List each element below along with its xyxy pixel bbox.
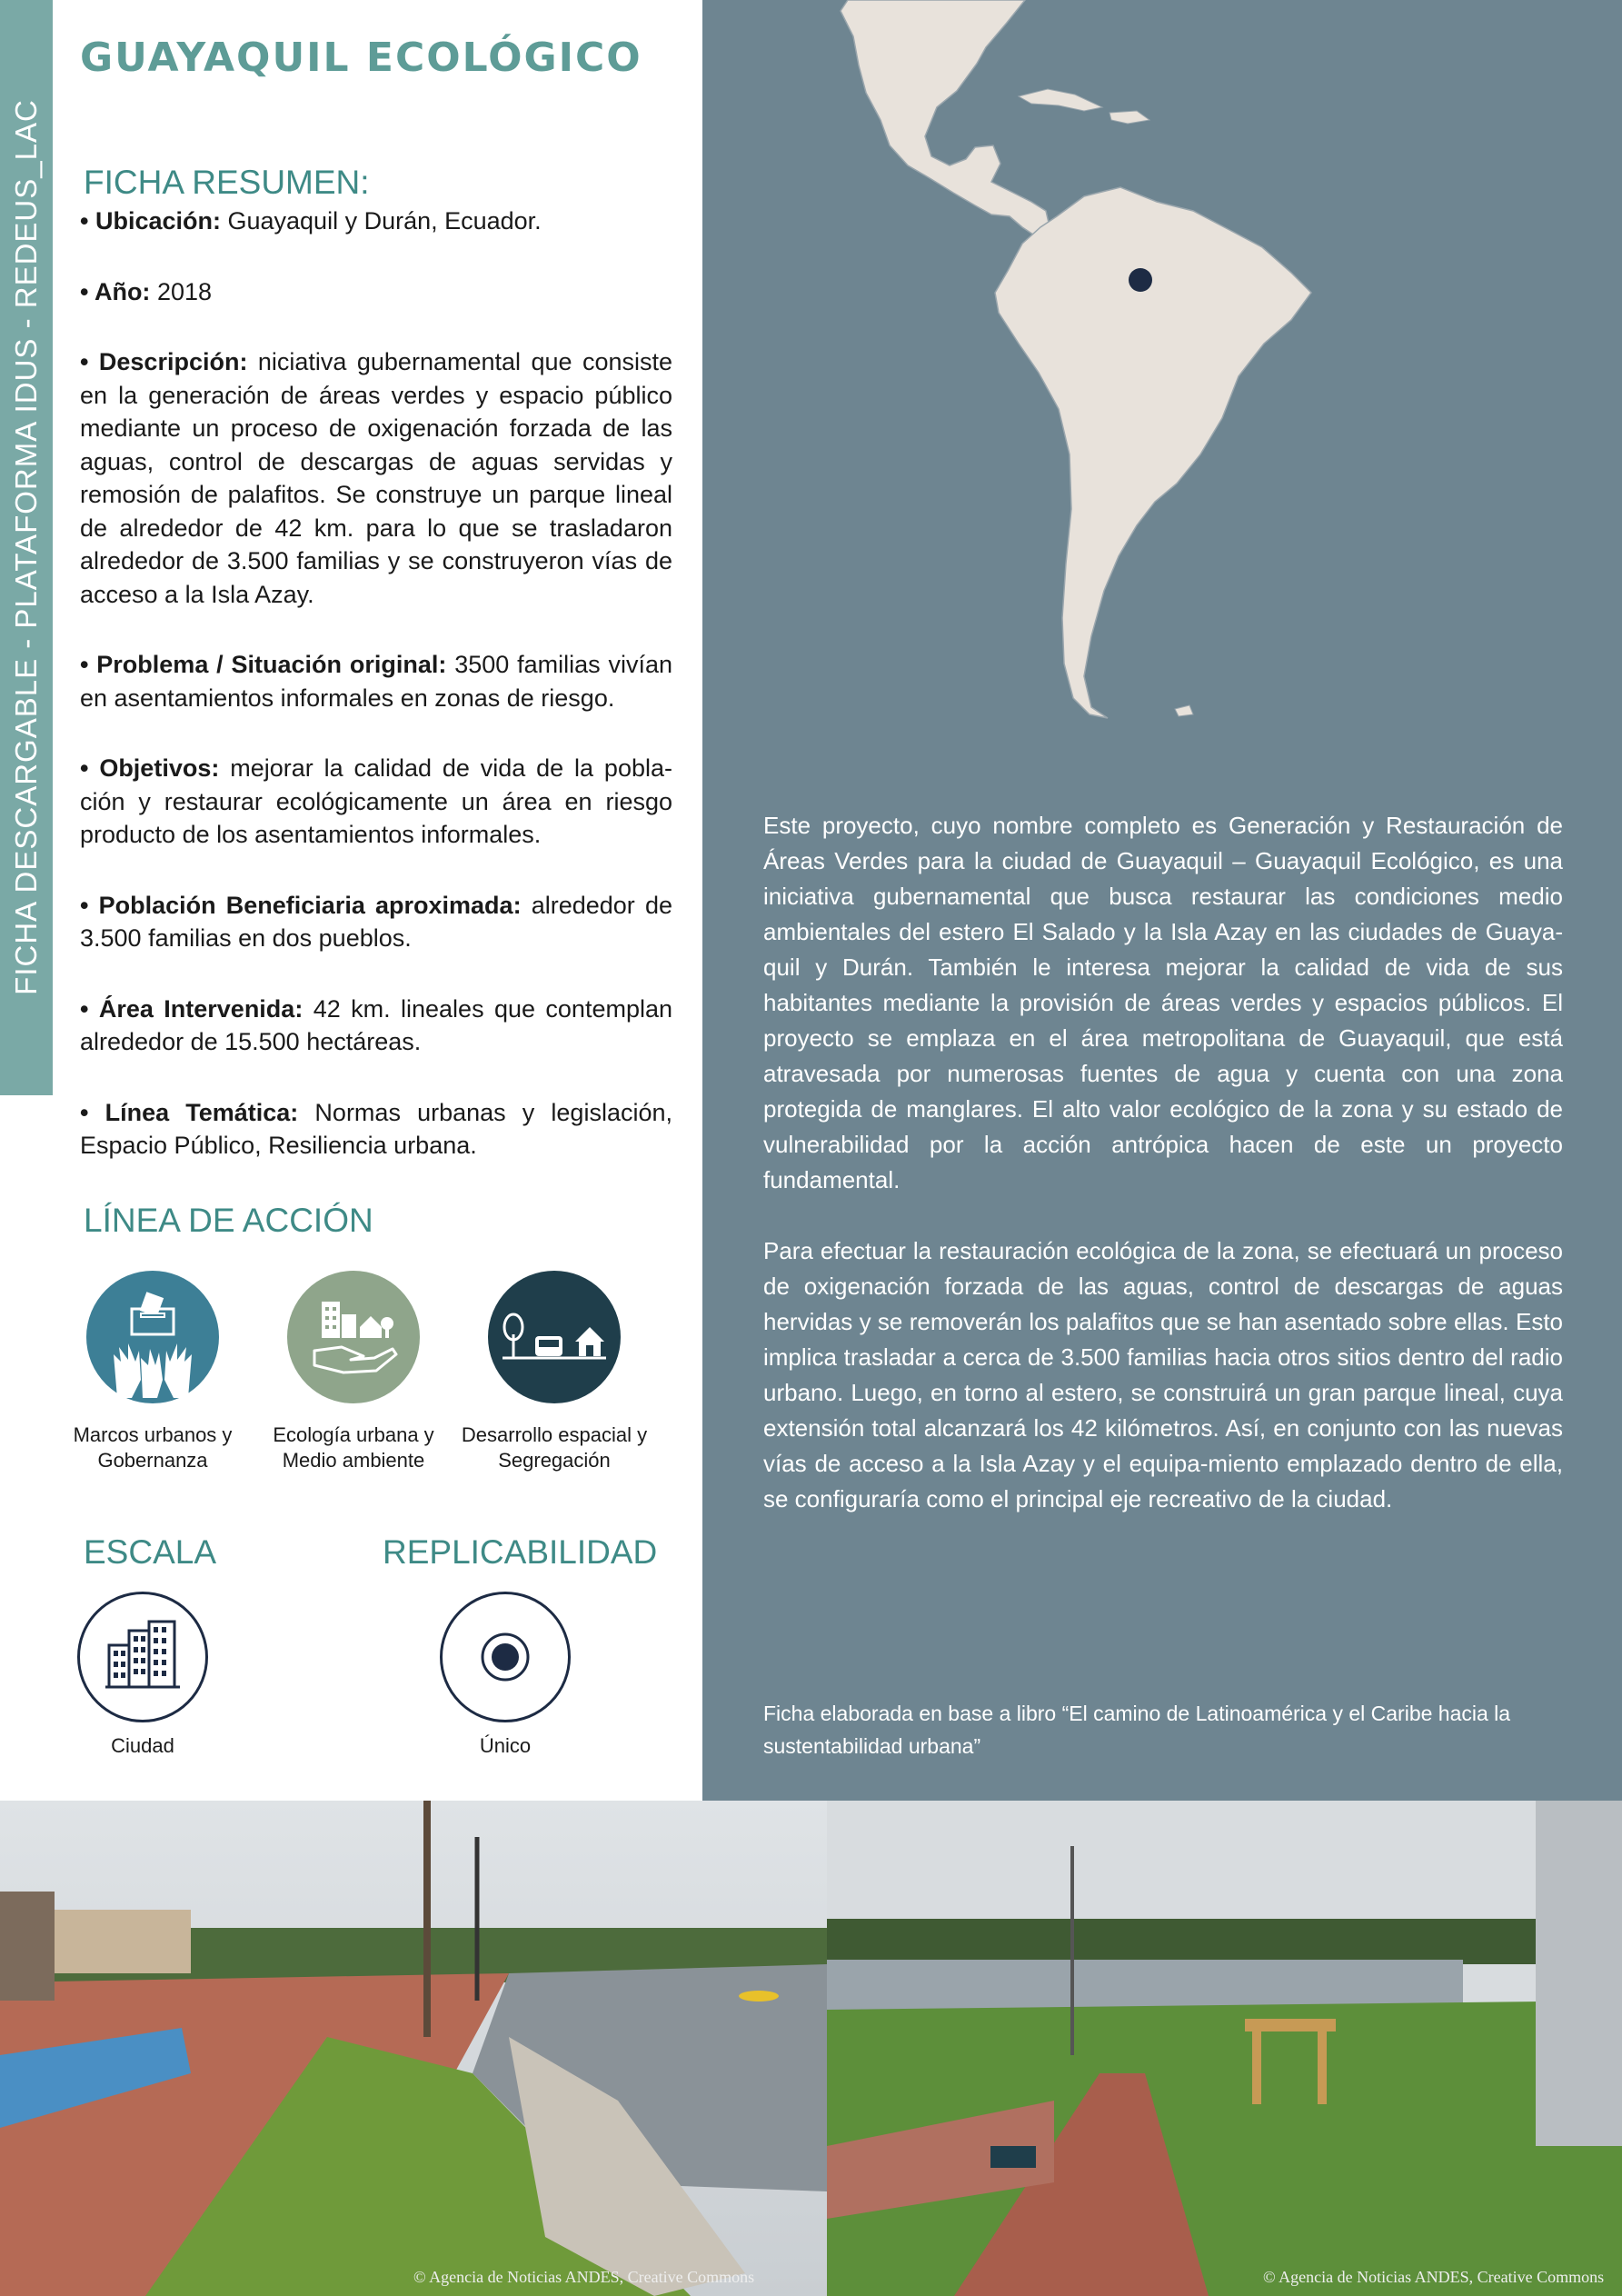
description-paragraph: Para efectuar la restauración ecológica de la zona, se efectuará un proceso de oxigenación forzada de las aguas, control de descargas de aguas hervidas y se removerán los palafitos que se han asentado sobre ellas. Esto implica trasladar a cerca de 3.500 familias hacia otros sitios dentro del radio urbano. Luego, en torno al estero, se construirá un gran parque lineal, cuya extensión total alcanzará los 42 kilómetros. Así, en conjunto con las nuevas vías de acceso a la Isla Azay y el equipa-miento emplazado dentro de ella, se configuraría como el principal eje recreativo de la ciudad. xyxy=(763,1237,1563,1512)
summary-item-location: • Ubicación: Guayaquil y Durán, Ecuador. xyxy=(80,207,542,235)
replicability-heading: REPLICABILIDAD xyxy=(383,1533,658,1571)
photo-credit: © Agencia de Noticias ANDES, Creative Commons xyxy=(1263,2268,1605,2286)
map-land-hispaniola xyxy=(1110,111,1149,124)
vertical-sidebar-text: FICHA DESCARGABLE - PLATAFORMA IDUS - REDEUS_LAC xyxy=(9,99,43,995)
summary-item-population: • Población Beneficiaria aproximada: alrededor de 3.500 familias en dos pueblos. xyxy=(80,891,672,952)
summary-item-theme: • Línea Temática: Normas urbanas y legislación, Espacio Público, Resiliencia urbana. xyxy=(80,1098,672,1159)
target-dot-icon xyxy=(440,1592,571,1722)
map-land-falklands xyxy=(1175,705,1193,716)
description-text xyxy=(763,808,1563,1552)
action-label-ecology: Ecología urbana y Medio ambiente xyxy=(273,1423,434,1472)
action-label-governance: Marcos urbanos y Gobernanza xyxy=(73,1423,233,1472)
summary-item-problem: • Problema / Situación original: 3500 familias vivían en asentamientos informales en zonas de riesgo. xyxy=(80,651,673,712)
summary-list xyxy=(80,205,672,1200)
summary-item-year: • Año: 2018 xyxy=(80,277,213,305)
action-label-spatial: Desarrollo espacial y Segregación xyxy=(461,1423,648,1472)
latin-america-map xyxy=(702,0,1622,745)
photo-riverside-park xyxy=(0,1801,827,2296)
replicability-label: Único xyxy=(479,1734,532,1757)
side-band xyxy=(0,0,53,1095)
source-note: Ficha elaborada en base a libro “El camino de Latinoamérica y el Caribe hacia la sustentabilidad urbana” xyxy=(763,1702,1511,1758)
map-land-north-america xyxy=(841,0,1051,238)
photo-credit: © Agencia de Noticias ANDES, Creative Commons xyxy=(413,2268,755,2286)
summary-heading: FICHA RESUMEN: xyxy=(84,164,370,201)
map-land-cuba xyxy=(1019,89,1102,111)
scale-heading: ESCALA xyxy=(84,1533,217,1571)
city-hand-icon xyxy=(287,1271,420,1403)
guayaquil-marker xyxy=(1129,268,1152,292)
scale-label: Ciudad xyxy=(111,1734,174,1757)
buildings-icon xyxy=(77,1592,208,1722)
map-land-south-america xyxy=(995,187,1311,718)
ballot-hands-icon xyxy=(86,1271,219,1403)
summary-item-area: • Área Intervenida: 42 km. lineales que contemplan alrededor de 15.500 hectáreas. xyxy=(80,994,672,1055)
summary-item-description: • Descripción: niciativa gubernamental que consiste en la generación de áreas verdes y espacio público mediante un proceso de oxigenación forzada de las aguas, control de descargas de aguas servidas y remosión de palafitos. Se construye un parque lineal de alrededor de 42 km. para lo que se trasladaron alrededor de 3.500 familias y se construyeron vías de acceso a la Isla Azay. xyxy=(80,348,673,608)
tree-bus-house-icon xyxy=(488,1271,621,1403)
summary-item-objectives: • Objetivos: mejorar la calidad de vida de la pobla-ción y restaurar ecológicamente un área en riesgo producto de los asentamientos informales. xyxy=(80,754,672,848)
photo-linear-park xyxy=(827,1801,1622,2296)
description-paragraph: Este proyecto, cuyo nombre completo es Generación y Restauración de Áreas Verdes para la ciudad de Guayaquil – Guayaquil Ecológico, es una iniciativa gubernamental que busca restaurar las condiciones medio ambientales del estero El Salado y la Isla Azay en las ciudades de Guaya-quil y Durán. También le interesa mejorar la calidad de vida de sus habitantes mediante la provisión de áreas verdes y espacios públicos. El proyecto se emplaza en el área metropolitana de Guayaquil, que está atravesada por numerosas fuentes de agua y cuenta con una zona protegida de manglares. El alto valor ecológico de la zona y su estado de vulnerabilidad por la acción antrópica hacen de este un proyecto fundamental. xyxy=(763,812,1563,1193)
action-line-heading: LÍNEA DE ACCIÓN xyxy=(84,1202,373,1239)
page-title: GUAYAQUIL ECOLÓGICO xyxy=(80,35,642,81)
